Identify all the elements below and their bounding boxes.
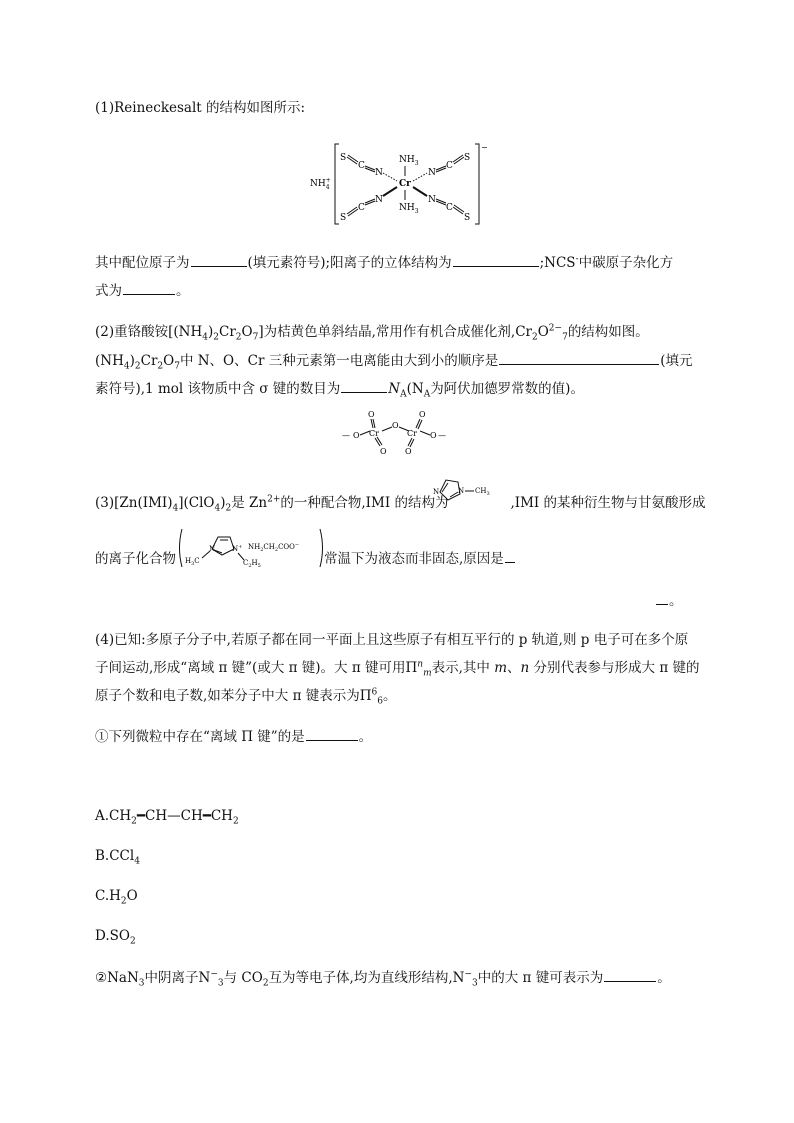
svg-text:Cr: Cr (399, 179, 411, 189)
q1-line2: 式为 。 (95, 280, 190, 301)
svg-text:N: N (433, 488, 440, 496)
q2-line3: 素符号),1 mol 该物质中含 σ 键的数目为 $N_A(N_A$为阿伏加德罗常数的值)。 (95, 378, 584, 399)
svg-text:NH3: $NH_3$ (399, 155, 419, 167)
answer-blank[interactable] (604, 967, 656, 982)
svg-text:C2H5: $C_2H_5$ (243, 559, 261, 569)
svg-text:C: C (446, 161, 453, 171)
svg-text:N: N (458, 487, 465, 495)
svg-text:−: − (481, 143, 488, 152)
answer-blank[interactable] (505, 548, 515, 563)
answer-blank[interactable] (656, 590, 668, 605)
answer-blank[interactable] (191, 252, 247, 267)
answer-blank[interactable] (306, 726, 358, 741)
option-d[interactable]: $D.SO_2$ (95, 928, 136, 947)
svg-text:C: C (358, 161, 365, 171)
svg-text:H3C: $H_3C$ (185, 557, 200, 567)
option-b[interactable]: B.CCl$_4$ (95, 848, 140, 867)
svg-text:N+: N+ (232, 544, 243, 553)
q1-line1: 其中配位原子为 (填元素符号);阳离子的立体结构为 ;NCS-中碳原子杂化方 (95, 252, 673, 273)
svg-text:O: O (353, 431, 360, 440)
svg-text:N: N (428, 195, 436, 205)
svg-text:Cr: Cr (369, 429, 379, 438)
svg-text:Cr: Cr (407, 429, 417, 438)
q2-line2: $(NH_4)_2Cr_2O_7$中 N、O、Cr 三种元素第一电离能由大到小的顺序是 (填元 (95, 350, 692, 371)
svg-text:S: S (340, 153, 347, 163)
svg-text:CH3: $CH_3$ (475, 487, 490, 497)
q4-sub1: ①下列微粒中存在“离域 Π 键”的是 。 (95, 726, 372, 747)
svg-text:O: O (380, 447, 387, 456)
svg-text:N: N (428, 168, 436, 178)
svg-text:S: S (340, 213, 347, 223)
ionic-compound-structure (176, 525, 326, 571)
option-c[interactable]: $C.H_2O$ (95, 888, 138, 907)
svg-text:C: C (358, 203, 365, 213)
svg-text:NH3: $NH_3$ (399, 203, 419, 215)
q4-sub2: ②NaN$_3$中阴离子$N^-_3$与 $CO_2$互为等电子体,均为直线形结构$,N^-_3$中的大 π 键可表示为 。 (95, 967, 671, 988)
svg-text:O: O (405, 447, 412, 456)
svg-text:S: S (464, 153, 471, 163)
answer-blank[interactable] (453, 252, 539, 267)
svg-text:—: — (438, 431, 446, 440)
svg-text:S: S (464, 213, 471, 223)
reinecke-salt-structure (305, 140, 495, 228)
svg-text:O: O (430, 431, 437, 440)
q1-intro: (1)Reineckesalt 的结构如图所示: (95, 100, 306, 116)
svg-text:C: C (446, 203, 453, 213)
answer-blank[interactable] (123, 280, 175, 295)
svg-text:—: — (342, 431, 350, 440)
svg-text:NH4+: $NH_4+$ (310, 177, 331, 191)
svg-text:NH2CH2COO−: $NH_2CH_2COO^-$ (248, 542, 300, 553)
svg-text:N: N (375, 195, 383, 205)
answer-blank[interactable] (341, 378, 387, 393)
svg-text:N: N (209, 545, 216, 553)
q3-line2: 的离子化合物 常温下为液态而非固态,原因是 (95, 548, 516, 569)
answer-blank[interactable] (499, 350, 659, 365)
q4-line1: (4)已知:多原子分子中,若原子都在同一平面上且这些原子有相互平行的 p 轨道,则 p 电子可在多个原 (95, 632, 689, 648)
dichromate-structure (340, 408, 455, 458)
svg-text:N: N (375, 168, 383, 178)
svg-text:O: O (392, 421, 399, 430)
q3-line1: $(3)[Zn(IMI)_4](ClO_4)_2$是 $Zn^{2+}$的一种配合物,IMI 的结构为 ,IMI 的某种衍生物与甘氨酸形成 (95, 494, 706, 514)
option-a[interactable]: $A.CH_2━CH—CH━CH_2$ (95, 808, 239, 827)
q3-line3: 。 (655, 590, 683, 611)
q2-line1: (2)重铬酸铵$[(NH_4)_2Cr_2O_7]$为桔黄色单斜结晶,常用作有机合成催化剂$,Cr_2O^{2-}_7$的结构如图。 (95, 323, 649, 343)
imi-structure (430, 472, 495, 512)
q4-line3: 原子个数和电子数,如苯分子中大 π 键表示为$\Pi^6_6$。 (95, 687, 397, 707)
svg-text:O: O (368, 410, 375, 419)
q4-line2: 子间运动,形成“离域 π 键”(或大 π 键)。大 π 键可用$\Pi^n_m$表示,其中 m、n 分别代表参与形成大 π 键的 (95, 659, 700, 679)
svg-text:O: O (419, 410, 426, 419)
